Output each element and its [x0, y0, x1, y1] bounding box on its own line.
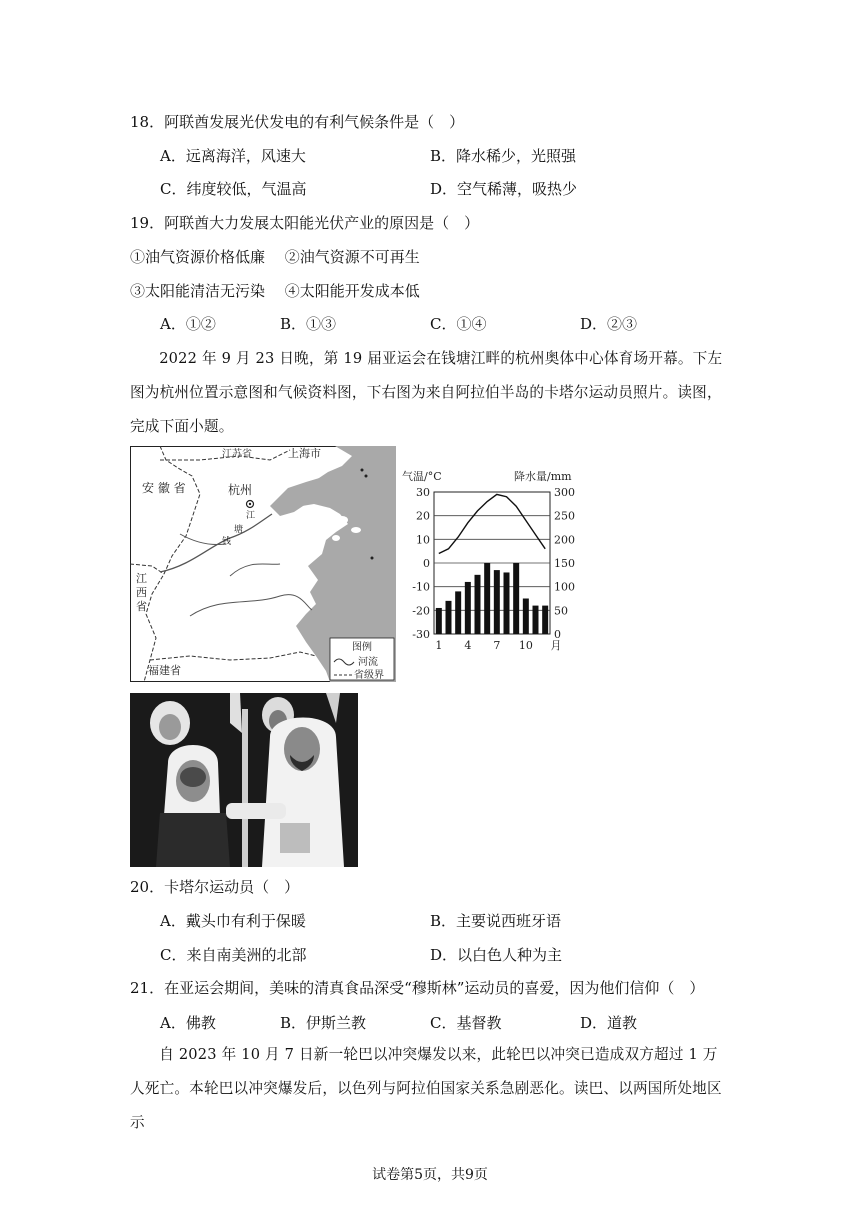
q19-option-b[interactable]: B．①③ — [280, 315, 337, 333]
temp-tick-label: 0 — [423, 557, 430, 570]
legend-river: 河流 — [358, 657, 378, 668]
chart-left-axis-label: 气温/°C — [402, 470, 442, 483]
q18-option-b[interactable]: B．降水稀少，光照强 — [430, 147, 577, 165]
q21-option-c[interactable]: C．基督教 — [430, 1014, 502, 1032]
precip-bar — [455, 591, 461, 634]
map-legend — [330, 638, 394, 681]
legend-title: 图例 — [352, 642, 372, 653]
q18-option-a[interactable]: A．远离海洋，风速大 — [160, 147, 306, 165]
month-tick-label: 7 — [493, 639, 501, 652]
label-jiangxi-3: 省 — [136, 600, 147, 613]
precip-tick-label: 100 — [554, 580, 575, 594]
label-jiangsu: 江苏省 — [222, 449, 252, 460]
q21-option-a[interactable]: A．佛教 — [160, 1014, 216, 1032]
q21-option-d[interactable]: D．道教 — [580, 1014, 638, 1032]
temp-tick-label: -30 — [412, 628, 430, 641]
q20-option-a[interactable]: A．戴头巾有利于保暖 — [160, 912, 306, 930]
month-tick-label: 4 — [464, 639, 472, 652]
hangzhou-location-map — [130, 446, 396, 682]
label-fujian: 福建省 — [148, 664, 181, 677]
q18-stem: 18．阿联酋发展光伏发电的有利气候条件是（ ） — [130, 113, 465, 131]
precip-tick-label: 150 — [554, 557, 575, 570]
q19-items-1: ①油气资源价格低廉 ②油气资源不可再生 — [130, 248, 420, 266]
precip-bar — [494, 570, 500, 634]
q20-stem: 20．卡塔尔运动员（ ） — [130, 878, 300, 896]
q21-stem: 21．在亚运会期间，美味的清真食品深受“穆斯林”运动员的喜爱，因为他们信仰（ ） — [130, 979, 705, 997]
chart-right-axis-label: 降水量/mm — [514, 470, 572, 483]
precip-tick-label: 0 — [554, 628, 561, 641]
precip-tick-label: 200 — [554, 533, 575, 547]
precip-bar — [523, 599, 529, 635]
q20-option-d[interactable]: D．以白色人种为主 — [430, 946, 563, 964]
label-river-1: 江 — [246, 511, 256, 521]
label-hangzhou: 杭州 — [228, 483, 253, 497]
q20-option-b[interactable]: B．主要说西班牙语 — [430, 912, 562, 930]
precip-bar — [513, 563, 519, 634]
precip-bar — [542, 606, 548, 634]
q20-option-c[interactable]: C．来自南美洲的北部 — [160, 946, 307, 964]
qatar-athletes-photo — [130, 693, 358, 867]
q18-option-d[interactable]: D．空气稀薄，吸热少 — [430, 180, 578, 198]
page-footer: 试卷第5页，共9页 — [372, 1167, 488, 1183]
precip-tick-label: 50 — [554, 604, 568, 618]
temp-tick-label: 10 — [416, 533, 430, 547]
passage-asian-games: 2022 年 9 月 23 日晚，第 19 届亚运会在钱塘江畔的杭州奥体中心体育场开幕。下左图为杭州位置示意图和气候资料图，下右图为来自阿拉伯半岛的卡塔尔运动员照片。读图，完成下面小题。 — [130, 350, 723, 435]
q18-option-c[interactable]: C．纬度较低，气温高 — [160, 180, 307, 198]
month-tick-label: 10 — [518, 639, 533, 652]
precip-tick-label: 250 — [554, 509, 575, 523]
precip-tick-label: 300 — [554, 486, 575, 499]
temp-tick-label: 30 — [416, 486, 430, 499]
temp-tick-label: 20 — [416, 509, 430, 523]
q19-option-c[interactable]: C．①④ — [430, 315, 487, 333]
precip-bar — [446, 601, 452, 634]
precip-bar — [533, 606, 539, 634]
q19-stem: 19．阿联酋大力发展太阳能光伏产业的原因是（ ） — [130, 214, 480, 232]
q19-items-2: ③太阳能清洁无污染 ④太阳能开发成本低 — [130, 282, 420, 300]
precip-bar — [465, 582, 471, 634]
hangzhou-climate-chart — [400, 466, 584, 656]
label-jiangxi-1: 江 — [136, 572, 147, 585]
label-shanghai: 上海市 — [288, 447, 321, 460]
precip-bar — [484, 563, 490, 634]
label-anhui: 安 徽 省 — [142, 481, 186, 495]
label-river-2: 塘 — [234, 525, 244, 535]
precip-bar — [436, 608, 442, 634]
label-river-3: 钱 — [222, 537, 232, 547]
precip-bar — [475, 575, 481, 634]
passage-conflict: 自 2023 年 10 月 7 日新一轮巴以冲突爆发以来，此轮巴以冲突已造成双方超过 1 万人死亡。本轮巴以冲突爆发后，以色列与阿拉伯国家关系急剧恶化。读巴、以两国所处地区示 — [130, 1046, 722, 1131]
precip-bar — [504, 572, 510, 634]
temp-tick-label: -20 — [412, 604, 430, 618]
month-tick-label: 1 — [435, 639, 443, 652]
q19-option-a[interactable]: A．①② — [160, 315, 216, 333]
legend-border: 省级界 — [354, 670, 384, 681]
temperature-line — [439, 494, 545, 553]
q19-option-d[interactable]: D．②③ — [580, 315, 638, 333]
temp-tick-label: -10 — [412, 580, 430, 594]
label-jiangxi-2: 西 — [136, 586, 147, 599]
q21-option-b[interactable]: B．伊斯兰教 — [280, 1014, 367, 1032]
month-tick-label: 月 — [550, 639, 562, 652]
